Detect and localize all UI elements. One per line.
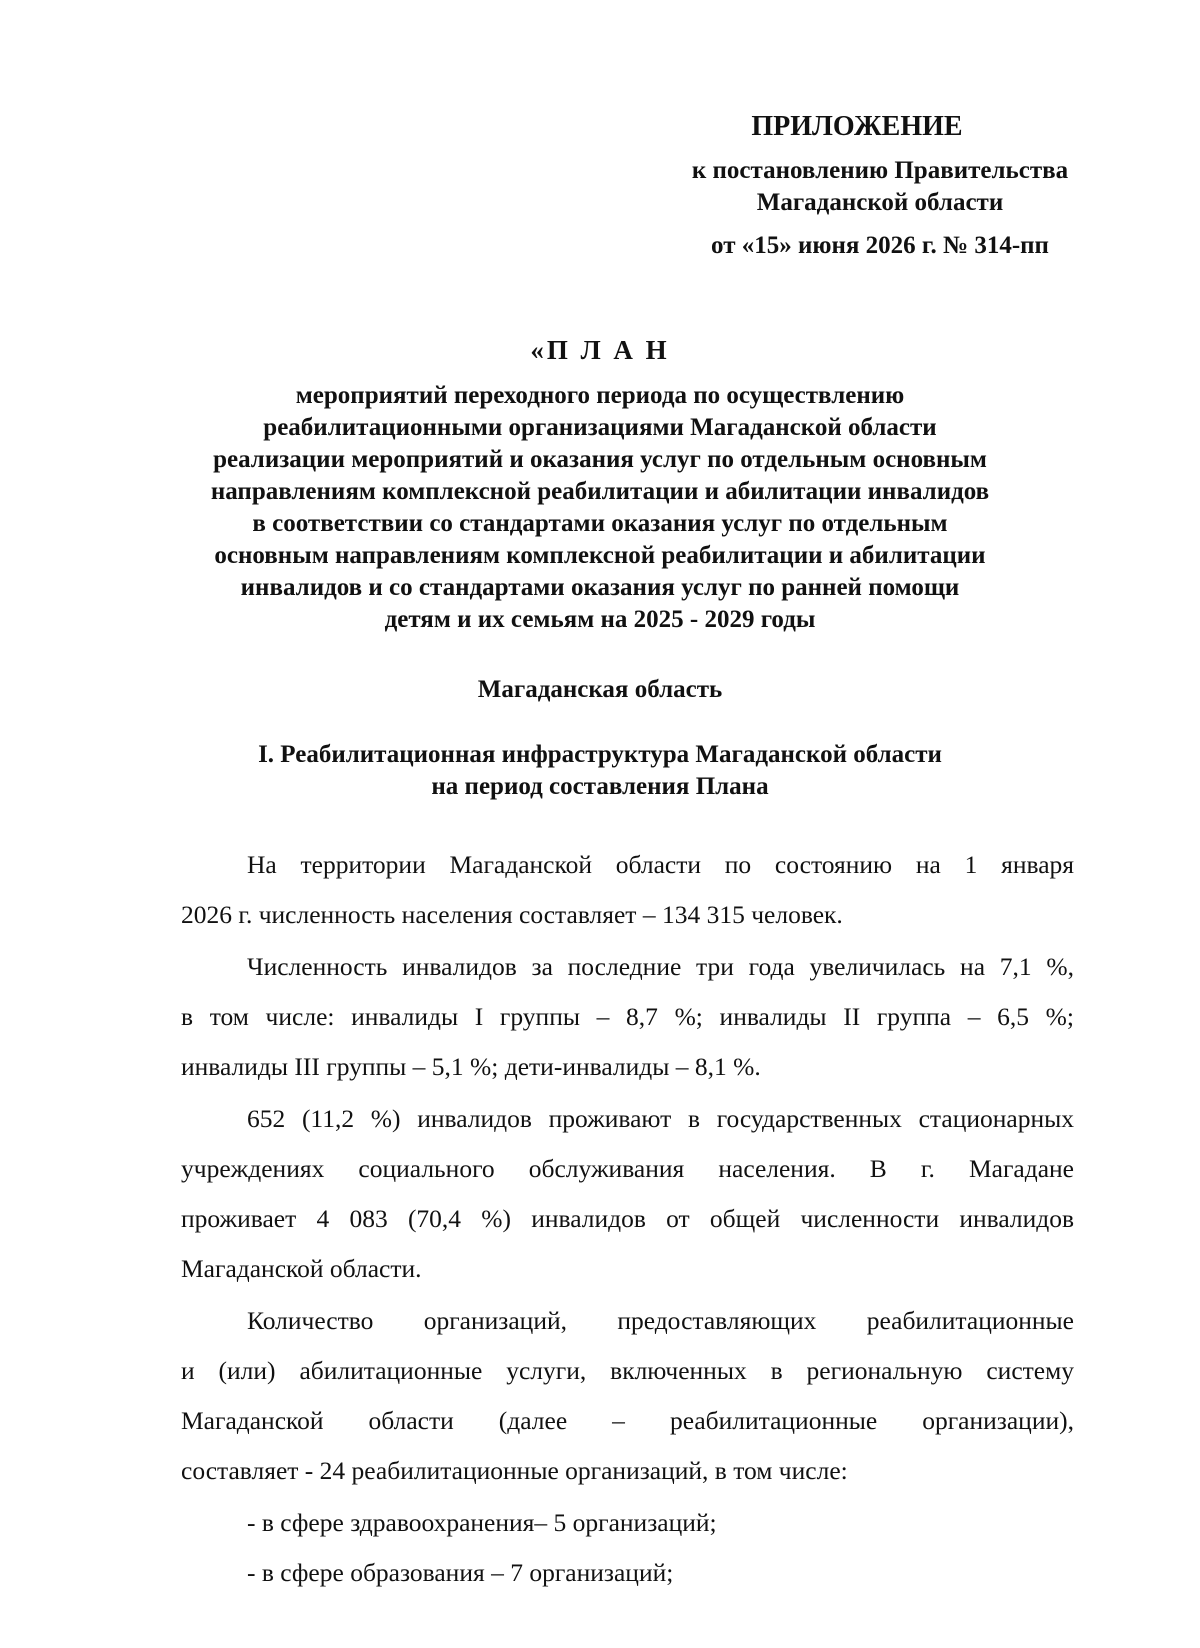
plan-heading: «П Л А Н: [530, 335, 670, 365]
paragraph-organizations: [181, 1306, 1074, 1486]
plan-title-line: основным направлениям комплексной реабилитации и абилитации: [214, 542, 986, 569]
paragraph-line: учреждениях социального обслуживания населения. В г. Магадане: [181, 1154, 1074, 1183]
paragraph-residence: [181, 1104, 1074, 1284]
plan-title-line: в соответствии со стандартами оказания услуг по отдельным: [252, 510, 948, 537]
paragraph-line: составляет - 24 реабилитационные организаций, в том числе:: [181, 1456, 848, 1485]
section-heading-line: I. Реабилитационная инфраструктура Магаданской области: [258, 741, 942, 768]
appendix-header: [650, 110, 1110, 262]
plan-title-line: инвалидов и со стандартами оказания услуг по ранней помощи: [240, 574, 960, 601]
paragraph-line: Количество организаций, предоставляющих реабилитационные: [247, 1306, 1074, 1335]
list-item: - в сфере образования – 7 организаций;: [247, 1558, 674, 1587]
paragraph-population: [181, 850, 1074, 930]
section-heading-line: на период составления Плана: [431, 773, 769, 800]
paragraph-line: в том числе: инвалиды I группы – 8,7 %; инвалиды II группа – 6,5 %;: [181, 1002, 1074, 1031]
body-text: [181, 850, 1074, 1588]
plan-title-line: мероприятий переходного периода по осуществлению: [295, 382, 905, 409]
paragraph-line: Численность инвалидов за последние три года увеличилась на 7,1 %,: [247, 952, 1074, 981]
plan-title-line: реализации мероприятий и оказания услуг по отдельным основным: [213, 446, 987, 473]
appendix-line-2: Магаданской области: [756, 189, 1004, 216]
paragraph-line: 652 (11,2 %) инвалидов проживают в государственных стационарных: [247, 1104, 1074, 1133]
paragraph-line: инвалиды III группы – 5,1 %; дети-инвалиды – 8,1 %.: [181, 1052, 761, 1081]
plan-title-block: [140, 333, 1060, 636]
paragraph-line: 2026 г. численность населения составляет – 134 315 человек.: [181, 900, 843, 929]
paragraph-line: На территории Магаданской области по состоянию на 1 января: [247, 850, 1074, 879]
paragraph-line: и (или) абилитационные услуги, включенных в региональную систему: [181, 1356, 1074, 1385]
section-heading: [140, 739, 1060, 803]
paragraph-disability-growth: [181, 952, 1074, 1082]
region-heading: Магаданская область: [477, 676, 723, 703]
list-item: - в сфере здравоохранения– 5 организаций;: [247, 1508, 717, 1537]
plan-title-line: детям и их семьям на 2025 - 2029 годы: [384, 606, 816, 633]
appendix-line-1: к постановлению Правительства: [691, 157, 1069, 184]
appendix-title: ПРИЛОЖЕНИЕ: [751, 111, 963, 142]
paragraph-line: Магаданской области (далее – реабилитационные организации),: [181, 1406, 1074, 1435]
paragraph-line: Магаданской области.: [181, 1254, 422, 1283]
plan-title-line: реабилитационными организациями Магаданской области: [263, 414, 937, 441]
plan-title-line: направлениям комплексной реабилитации и абилитации инвалидов: [210, 478, 990, 505]
paragraph-line: проживает 4 083 (70,4 %) инвалидов от общей численности инвалидов: [181, 1204, 1074, 1233]
appendix-date: от «15» июня 2026 г. № 314-пп: [711, 232, 1049, 259]
